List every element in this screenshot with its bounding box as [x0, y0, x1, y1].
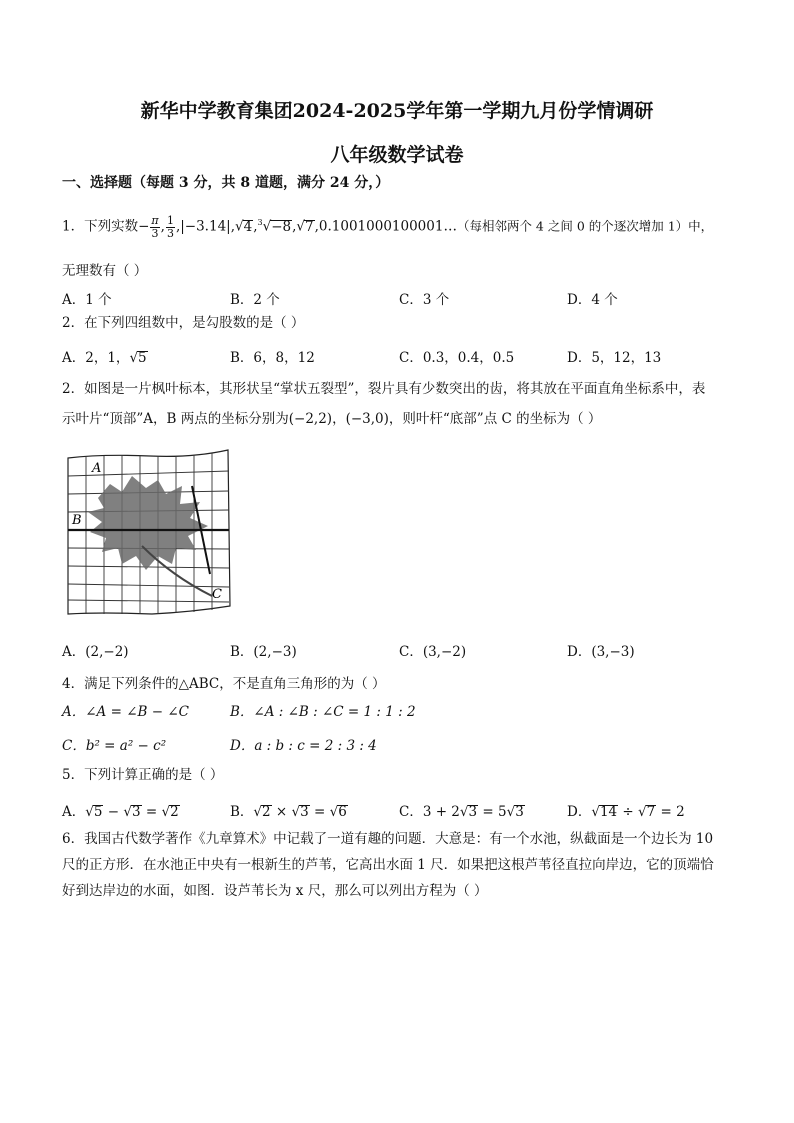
q1-option-c: C．3 个 [399, 292, 450, 308]
q4-option-a: A．∠A = ∠B − ∠C [62, 704, 189, 720]
q1-option-b: B．2 个 [230, 292, 280, 308]
maple-leaf-shape [88, 476, 208, 570]
q3-option-b: B．(2,−3) [230, 644, 297, 660]
q5-option-a: A．√5 − √3 = √2 [62, 804, 179, 820]
q2-option-d: D．5，12，13 [567, 350, 662, 366]
q3-option-c: C．(3,−2) [399, 644, 467, 660]
q4-option-c: C．b² = a² − c² [62, 738, 167, 754]
q5-option-b: B．√2 × √3 = √6 [230, 804, 347, 820]
q1-option-a: A．1 个 [62, 292, 112, 308]
q2-option-c: C．0.3，0.4，0.5 [399, 350, 515, 366]
point-a-label: A [92, 461, 102, 476]
q2-option-a: A．2，1，√5 [62, 350, 147, 366]
q3-option-d: D．(3,−3) [567, 644, 635, 660]
section-heading: 一、选择题（每题 3 分，共 8 道题，满分 24 分，） [62, 175, 390, 191]
question-6-line2: 尺的正方形．在水池正中央有一根新生的芦苇，它高出水面 1 尺．如果把这根芦苇径直拉向岸边，它的顶端恰 [62, 857, 714, 873]
point-b-label: B [72, 513, 82, 528]
q4-option-d: D．a : b : c = 2 : 3 : 4 [230, 738, 377, 754]
q4-option-b: B．∠A : ∠B : ∠C = 1 : 1 : 2 [230, 704, 416, 720]
question-3-line2: 示叶片“顶部”A，B 两点的坐标分别为(−2,2)，(−3,0)，则叶杆“底部”点 C 的坐标为（ ） [62, 411, 602, 427]
maple-leaf-grid-svg [62, 446, 242, 620]
point-c-label: C [212, 587, 222, 602]
question-1-stem: 1．下列实数− $\frac{\pi}{3}$ , $\frac{1}{3}$ ,|−3.14|,√4,$^3$√−8,√7,0.1001000100001…（每相邻两个 4 之间 0 的个逐次增加 1）中， [62, 213, 714, 240]
exam-subtitle: 八年级数学试卷 [330, 144, 464, 166]
question-6-line1: 6．我国古代数学著作《九章算术》中记载了一道有趣的问题．大意是：有一个水池，纵截面是一个边长为 10 [62, 831, 714, 847]
question-1-line2: 无理数有（ ） [62, 263, 148, 279]
maple-leaf-grid-figure [62, 446, 242, 624]
question-3-line1: 2．如图是一片枫叶标本，其形状呈“掌状五裂型”，裂片具有少数突出的齿，将其放在平面直角坐标系中，表 [62, 381, 706, 397]
question-5-stem: 5．下列计算正确的是（ ） [62, 767, 224, 783]
q1-option-d: D．4 个 [567, 292, 618, 308]
q2-option-b: B．6，8，12 [230, 350, 315, 366]
question-4-stem: 4．满足下列条件的△ABC，不是直角三角形的为（ ） [62, 676, 386, 692]
q3-option-a: A．(2,−2) [62, 644, 129, 660]
question-6-line3: 好到达岸边的水面，如图．设芦苇长为 x 尺，那么可以列出方程为（ ） [62, 883, 488, 899]
exam-title: 新华中学教育集团2024-2025学年第一学期九月份学情调研 [140, 100, 654, 122]
q5-option-c: C．3 + 2√3 = 5√3 [399, 804, 524, 820]
q5-option-d: D．√14 ÷ √7 = 2 [567, 804, 685, 820]
question-2-stem: 2．在下列四组数中，是勾股数的是（ ） [62, 315, 305, 331]
